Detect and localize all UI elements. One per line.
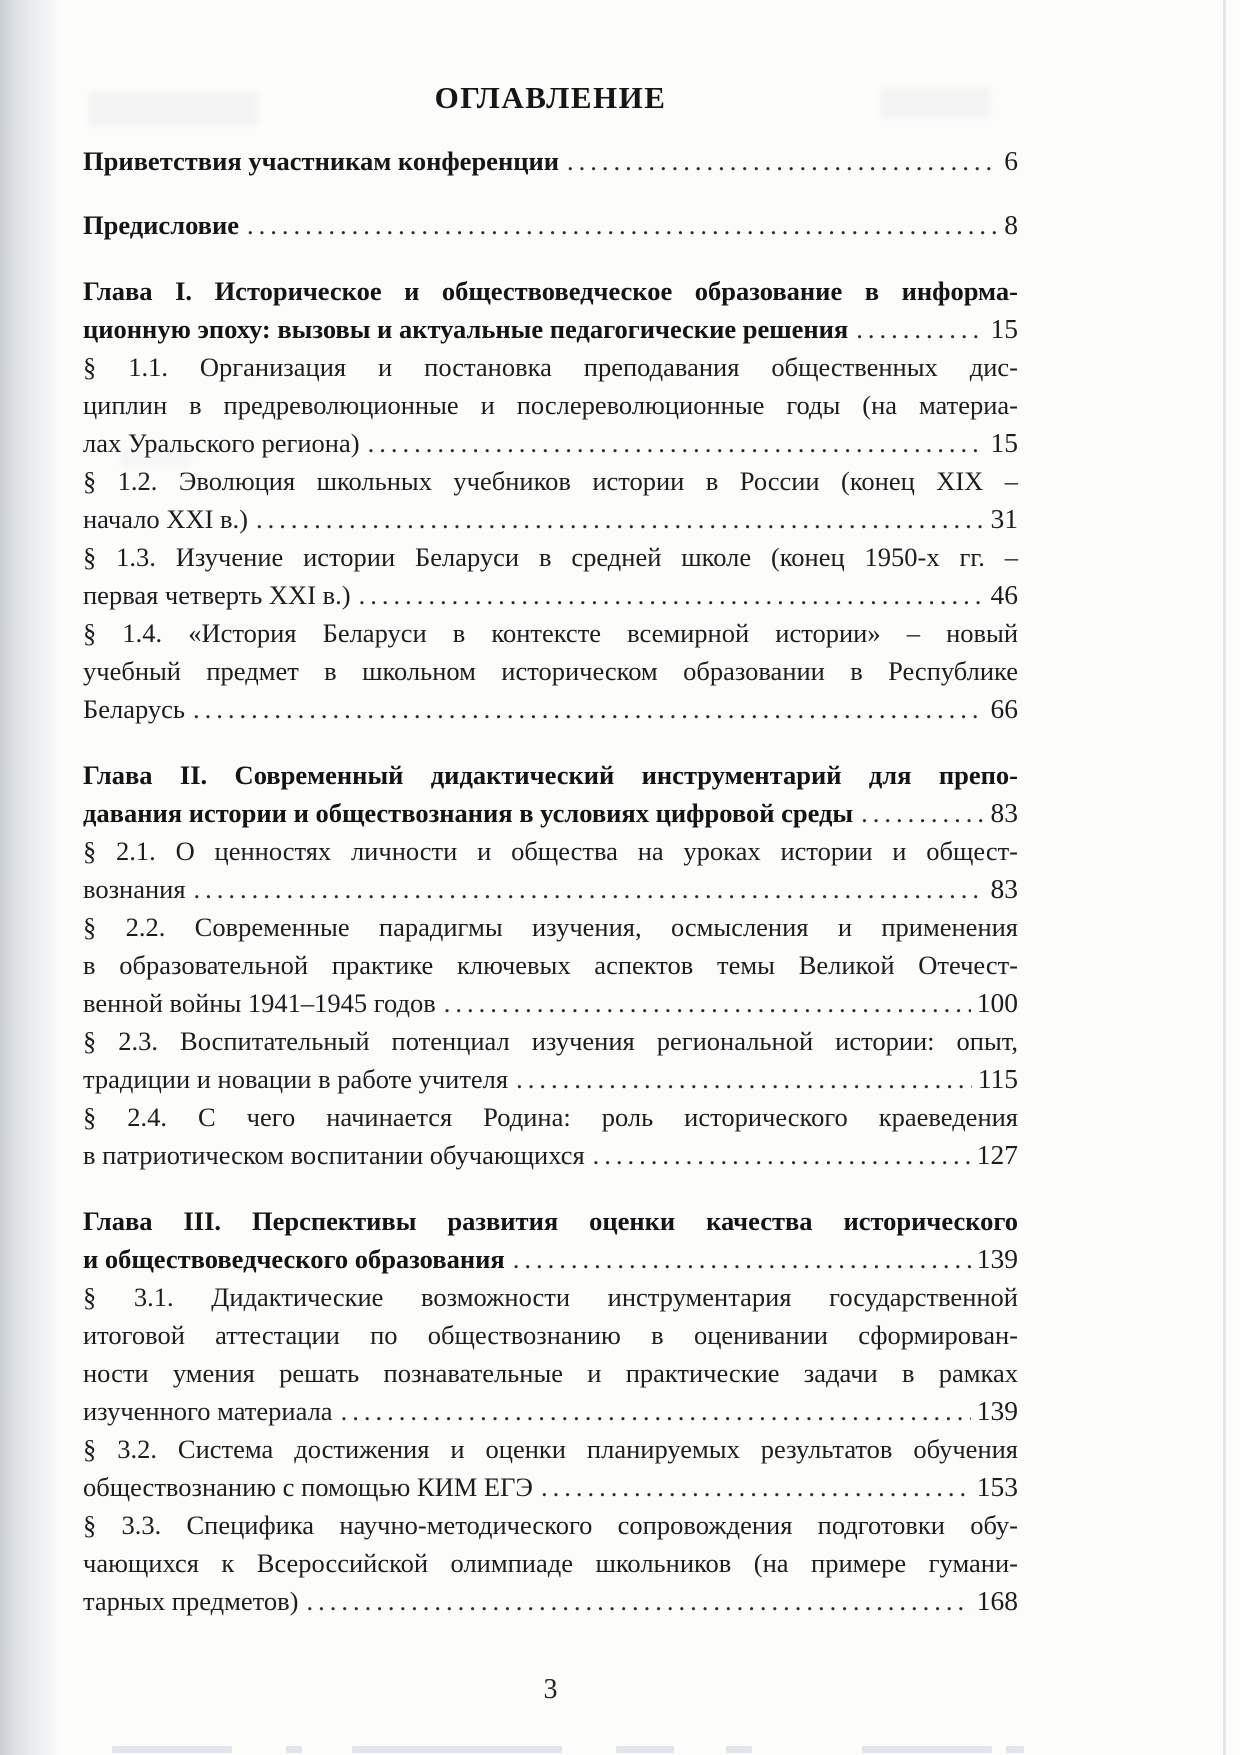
toc-entry xyxy=(83,832,1018,908)
scan-artifact xyxy=(286,1746,302,1753)
toc-entry-line: § 2.3. Воспитательный потенциал изучения региональной истории: опыт, xyxy=(83,1026,1018,1056)
scan-artifact xyxy=(1006,1746,1024,1753)
toc-entry-leader-line xyxy=(83,142,1018,180)
dot-leader xyxy=(593,1136,971,1174)
dot-leader xyxy=(341,1392,971,1430)
toc-entry xyxy=(83,1430,1018,1506)
scan-artifact xyxy=(862,1746,992,1753)
page-number-ref: 15 xyxy=(990,427,1018,458)
toc-entry-line: § 2.4. С чего начинается Родина: роль исторического краеведения xyxy=(83,1102,1018,1132)
toc-entry xyxy=(83,1202,1018,1278)
toc-entry xyxy=(83,908,1018,1022)
toc-entry-title: изученного материала xyxy=(83,1396,333,1426)
page-number-ref: 139 xyxy=(976,1395,1018,1426)
toc-entry-line: итоговой аттестации по обществознанию в оценивании сформирован- xyxy=(83,1320,1018,1350)
dot-leader xyxy=(861,794,984,832)
toc-entry-title: вознания xyxy=(83,874,186,904)
dot-leader xyxy=(444,984,971,1022)
dot-leader xyxy=(541,1468,971,1506)
toc-entry-leader-line xyxy=(83,1392,1018,1430)
toc-entry-line: § 1.3. Изучение истории Беларуси в средней школе (конец 1950-х гг. – xyxy=(83,542,1018,572)
toc-entry-leader-line xyxy=(83,690,1018,728)
toc-entry-title: Предисловие xyxy=(83,210,239,240)
toc-entry-line: учебный предмет в школьном историческом образовании в Республике xyxy=(83,656,1018,686)
page-number-ref: 100 xyxy=(976,987,1018,1018)
toc-entry-leader-line xyxy=(83,310,1018,348)
toc-entry xyxy=(83,348,1018,462)
scan-artifact xyxy=(352,1746,562,1753)
scan-artifact xyxy=(726,1746,752,1753)
page-number-ref: 6 xyxy=(1004,145,1018,176)
dot-leader xyxy=(567,142,998,180)
toc-entry-line: ности умения решать познавательные и практические задачи в рамках xyxy=(83,1358,1018,1388)
toc-entry-leader-line xyxy=(83,870,1018,908)
dot-leader xyxy=(359,576,985,614)
toc-entry xyxy=(83,614,1018,728)
toc-entry xyxy=(83,1278,1018,1430)
dot-leader xyxy=(194,870,985,908)
toc-entry-title: традиции и новации в работе учителя xyxy=(83,1064,509,1094)
toc-entry-title: обществознанию с помощью КИМ ЕГЭ xyxy=(83,1472,533,1502)
scan-artifact xyxy=(616,1746,674,1753)
dot-leader xyxy=(193,690,985,728)
toc-entry-line: § 3.3. Специфика научно-методического сопровождения подготовки обу- xyxy=(83,1510,1018,1540)
toc-entry-title: венной войны 1941–1945 годов xyxy=(83,988,436,1018)
toc-entry-leader-line xyxy=(83,1240,1018,1278)
page-number-ref: 83 xyxy=(990,797,1018,828)
toc-entry-line: § 2.2. Современные парадигмы изучения, осмысления и применения xyxy=(83,912,1018,942)
toc-entry xyxy=(83,1506,1018,1620)
toc-entry-leader-line xyxy=(83,794,1018,832)
dot-leader xyxy=(256,500,985,538)
page-title: ОГЛАВЛЕНИЕ xyxy=(434,80,667,115)
dot-leader xyxy=(856,310,984,348)
toc-entry-leader-line xyxy=(83,576,1018,614)
toc-entry-line: в образовательной практике ключевых аспектов темы Великой Отечест- xyxy=(83,950,1018,980)
toc-entry-title: и обществоведческого образования xyxy=(83,1244,505,1274)
toc-entry xyxy=(83,538,1018,614)
page-number-ref: 66 xyxy=(990,693,1018,724)
page-number-ref: 15 xyxy=(990,313,1018,344)
toc-entry-title: в патриотическом воспитании обучающихся xyxy=(83,1140,585,1170)
toc-entry-leader-line xyxy=(83,1060,1018,1098)
toc-entry-line: § 3.2. Система достижения и оценки планируемых результатов обучения xyxy=(83,1434,1018,1464)
toc-entry-line: циплин в предреволюционные и послереволюционные годы (на материа- xyxy=(83,390,1018,420)
scan-artifact-bar xyxy=(0,1746,1240,1754)
dot-leader xyxy=(368,424,985,462)
toc-entry-line: § 3.1. Дидактические возможности инструментария государственной xyxy=(83,1282,1018,1312)
toc-entry-title: Беларусь xyxy=(83,694,185,724)
toc-entry-leader-line xyxy=(83,984,1018,1022)
toc-entry-leader-line xyxy=(83,1468,1018,1506)
toc-entry-line: Глава II. Современный дидактический инструментарий для препо- xyxy=(83,760,1018,790)
toc-entry-line: § 2.1. О ценностях личности и общества на уроках истории и общест- xyxy=(83,836,1018,866)
toc-entry-leader-line xyxy=(83,500,1018,538)
toc-entry xyxy=(83,1022,1018,1098)
toc-entry-line: § 1.1. Организация и постановка преподавания общественных дис- xyxy=(83,352,1018,382)
toc-entry xyxy=(83,272,1018,348)
toc-entry xyxy=(83,756,1018,832)
page-number-ref: 115 xyxy=(977,1063,1018,1094)
toc-entry xyxy=(83,1098,1018,1174)
footer-page-number: 3 xyxy=(543,1674,558,1705)
page-number-ref: 46 xyxy=(990,579,1018,610)
toc-entry-leader-line xyxy=(83,424,1018,462)
page-number-ref: 153 xyxy=(976,1471,1018,1502)
toc-entry-title: ционную эпоху: вызовы и актуальные педагогические решения xyxy=(83,314,849,344)
toc-entry xyxy=(83,462,1018,538)
toc-entry-title: тарных предметов) xyxy=(83,1586,299,1616)
toc-entry xyxy=(83,206,1018,244)
toc-entry-line: Глава III. Перспективы развития оценки качества исторического xyxy=(83,1206,1018,1236)
toc-entry-title: давания истории и обществознания в условиях цифровой среды xyxy=(83,798,854,828)
dot-leader xyxy=(247,206,998,244)
toc-entry-leader-line xyxy=(83,1136,1018,1174)
toc-entry-leader-line xyxy=(83,206,1018,244)
toc-entry-line: Глава I. Историческое и обществоведческое образование в информа- xyxy=(83,276,1018,306)
page-number-ref: 31 xyxy=(990,503,1018,534)
toc-entry-title: первая четверть XXI в.) xyxy=(83,580,351,610)
toc-entry-title: лах Уральского региона) xyxy=(83,428,360,458)
toc-entry-line: § 1.4. «История Беларуси в контексте всемирной истории» – новый xyxy=(83,618,1018,648)
toc-entry-title: Приветствия участникам конференции xyxy=(83,146,560,176)
toc-entry-line: § 1.2. Эволюция школьных учебников истории в России (конец XIX – xyxy=(83,466,1018,496)
page-number-ref: 127 xyxy=(976,1139,1018,1170)
dot-leader xyxy=(516,1060,972,1098)
dot-leader xyxy=(513,1240,971,1278)
scan-artifact xyxy=(112,1746,232,1753)
toc-entry-title: начало XXI в.) xyxy=(83,504,248,534)
page-number-ref: 168 xyxy=(976,1585,1018,1616)
toc-entry-leader-line xyxy=(83,1582,1018,1620)
page-number-ref: 8 xyxy=(1004,209,1018,240)
dot-leader xyxy=(306,1582,970,1620)
page-number-ref: 83 xyxy=(990,873,1018,904)
toc-list xyxy=(83,142,1018,1620)
toc-entry-line: чающихся к Всероссийской олимпиаде школьников (на примере гумани- xyxy=(83,1548,1018,1578)
page-number-ref: 139 xyxy=(976,1243,1018,1274)
toc-entry xyxy=(83,142,1018,180)
